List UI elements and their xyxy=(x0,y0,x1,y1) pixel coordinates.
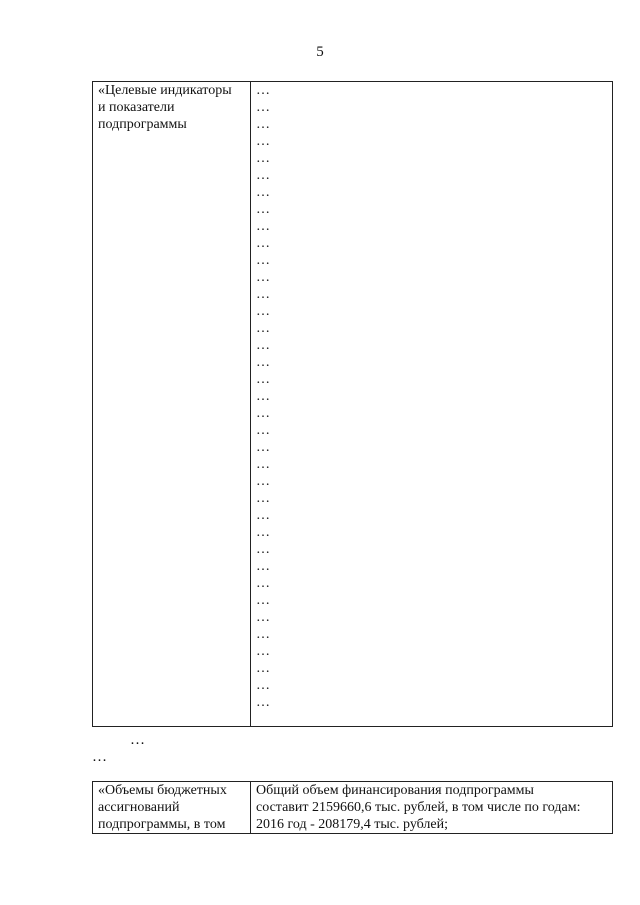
indicators-value-cell xyxy=(251,82,613,727)
value-line: … xyxy=(256,474,270,489)
value-line: … xyxy=(256,338,270,353)
value-line: составит 2159660,6 тыс. рублей, в том числе по годам: xyxy=(256,800,581,815)
value-line: … xyxy=(256,321,270,336)
value-line: … xyxy=(256,355,270,370)
budget-label-cell xyxy=(93,782,251,834)
value-line: … xyxy=(256,83,270,98)
value-line: … xyxy=(256,457,270,472)
budget-value-cell xyxy=(251,782,613,834)
value-line: … xyxy=(256,134,270,149)
value-line: … xyxy=(256,627,270,642)
label-line: подпрограммы xyxy=(98,117,187,132)
paragraph-line: … xyxy=(130,732,145,748)
label-line: и показатели xyxy=(98,100,175,115)
value-line: … xyxy=(256,202,270,217)
value-line: … xyxy=(256,304,270,319)
value-line: 2016 год - 208179,4 тыс. рублей; xyxy=(256,817,449,832)
value-line: … xyxy=(256,661,270,676)
value-line: … xyxy=(256,236,270,251)
value-line: … xyxy=(256,185,270,200)
value-line: … xyxy=(256,593,270,608)
value-line: … xyxy=(256,117,270,132)
value-line: … xyxy=(256,219,270,234)
value-line: … xyxy=(256,100,270,115)
value-line: … xyxy=(256,287,270,302)
label-line: ассигнований xyxy=(98,800,180,815)
indicators-label-cell xyxy=(93,82,251,727)
value-line: … xyxy=(256,372,270,387)
label-line: подпрограммы, в том xyxy=(98,817,226,832)
value-line: … xyxy=(256,253,270,268)
value-line: … xyxy=(256,576,270,591)
value-line: … xyxy=(256,542,270,557)
table-row xyxy=(93,82,613,727)
value-line: … xyxy=(256,151,270,166)
value-line: … xyxy=(256,678,270,693)
value-line: … xyxy=(256,695,270,710)
value-line: … xyxy=(256,559,270,574)
value-line: … xyxy=(256,406,270,421)
budget-table xyxy=(92,781,613,834)
label-line: «Объемы бюджетных xyxy=(98,783,227,798)
value-line: … xyxy=(256,508,270,523)
value-line: Общий объем финансирования подпрограммы xyxy=(256,783,534,798)
value-line: … xyxy=(256,610,270,625)
value-line: … xyxy=(256,491,270,506)
value-line: … xyxy=(256,644,270,659)
label-line: «Целевые индикаторы xyxy=(98,83,232,98)
paragraph-line: … xyxy=(92,749,107,765)
page-number: 5 xyxy=(316,44,324,60)
value-line: … xyxy=(256,389,270,404)
value-line: … xyxy=(256,525,270,540)
value-line: … xyxy=(256,440,270,455)
value-line: … xyxy=(256,423,270,438)
value-line: … xyxy=(256,168,270,183)
value-line: … xyxy=(256,270,270,285)
table-row xyxy=(93,782,613,834)
indicators-table xyxy=(92,81,613,727)
amendment-paragraph xyxy=(92,732,618,766)
